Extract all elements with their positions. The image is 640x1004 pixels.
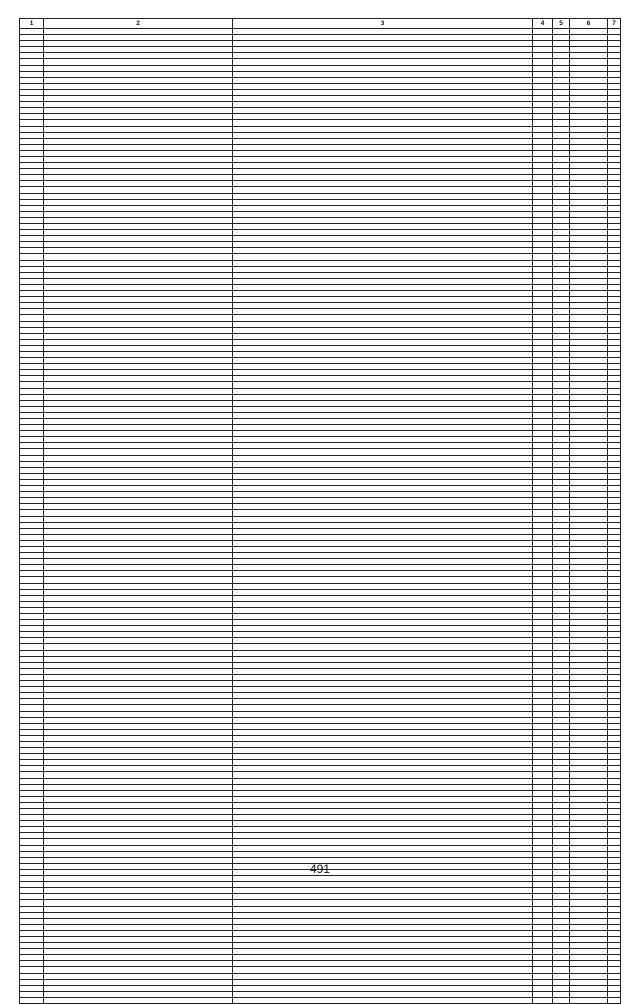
column-header-3: 3 xyxy=(233,19,533,29)
header-row xyxy=(20,19,621,29)
column-header-4: 4 xyxy=(533,19,553,29)
column-header-5: 5 xyxy=(553,19,570,29)
table-cell xyxy=(44,997,233,1003)
column-header-7: 7 xyxy=(608,19,621,29)
column-header-2: 2 xyxy=(44,19,233,29)
table-body xyxy=(20,29,621,1004)
column-header-1: 1 xyxy=(20,19,44,29)
table-cell xyxy=(553,997,570,1003)
column-header-6: 6 xyxy=(570,19,608,29)
table-cell xyxy=(608,997,621,1003)
housing-repair-table xyxy=(19,18,621,1004)
table-cell xyxy=(533,997,553,1003)
table-cell xyxy=(20,997,44,1003)
page-number: 491 xyxy=(309,862,331,876)
table-cell xyxy=(570,997,608,1003)
table-row xyxy=(20,997,621,1003)
table-cell xyxy=(233,997,533,1003)
